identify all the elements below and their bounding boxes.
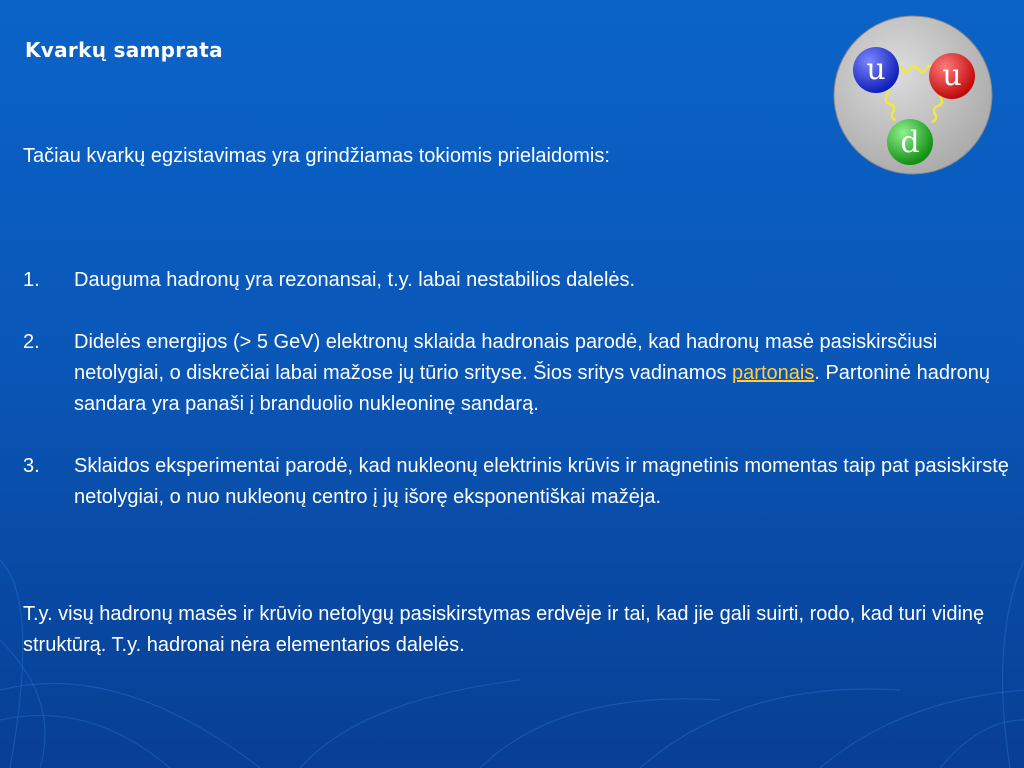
intro-text: Tačiau kvarkų egzistavimas yra grindžiamas tokiomis prielaidomis: bbox=[23, 145, 610, 167]
quark-label: u bbox=[942, 58, 962, 93]
list-number: 1. bbox=[23, 269, 40, 291]
list-item-text-after-link: . Partoninė hadronų sandara yra panaši į branduolio nukleoninę sandarą. bbox=[74, 362, 991, 415]
conclusion-text: T.y. visų hadronų masės ir krūvio netolygų pasiskirstymas erdvėje ir tai, kad jie gali suirti, rodo, kad turi vidinę struktūrą. T.y. hadronai nėra elementarios dalelės. bbox=[23, 603, 985, 656]
list-item-text: Sklaidos eksperimentai parodė, kad nukleonų elektrinis krūvis ir magnetinis momentas taip pat pasiskirstę netolygiai, o nuo nukleonų centro į jų išorę eksponentiškai mažėja. bbox=[74, 455, 1009, 508]
list-item-text bbox=[74, 327, 1023, 420]
proton-quark-diagram bbox=[832, 14, 994, 176]
list-item bbox=[23, 451, 1023, 513]
list-item-text: Dauguma hadronų yra rezonansai, t.y. labai nestabilios dalelės. bbox=[74, 269, 636, 291]
quark-u-blue bbox=[853, 47, 899, 93]
list-item-text-before-link: Didelės energijos (> 5 GeV) elektronų sklaida hadronais parodė, kad hadronų masė pasiskirsčiusi netolygiai, o diskrečiai labai mažose jų tūrio srityse. Šios sritys vadinamos bbox=[74, 331, 938, 384]
list-number: 3. bbox=[23, 455, 40, 477]
partonai-link[interactable]: partonais bbox=[732, 362, 815, 384]
quark-d-green bbox=[887, 119, 933, 165]
quark-label: u bbox=[866, 52, 886, 87]
quark-u-red bbox=[929, 53, 975, 99]
numbered-list bbox=[23, 265, 1023, 544]
list-number: 2. bbox=[23, 331, 40, 353]
list-item bbox=[23, 265, 1023, 296]
list-item bbox=[23, 327, 1023, 420]
slide-title: Kvarkų samprata bbox=[25, 38, 223, 62]
quark-label: d bbox=[900, 125, 920, 160]
